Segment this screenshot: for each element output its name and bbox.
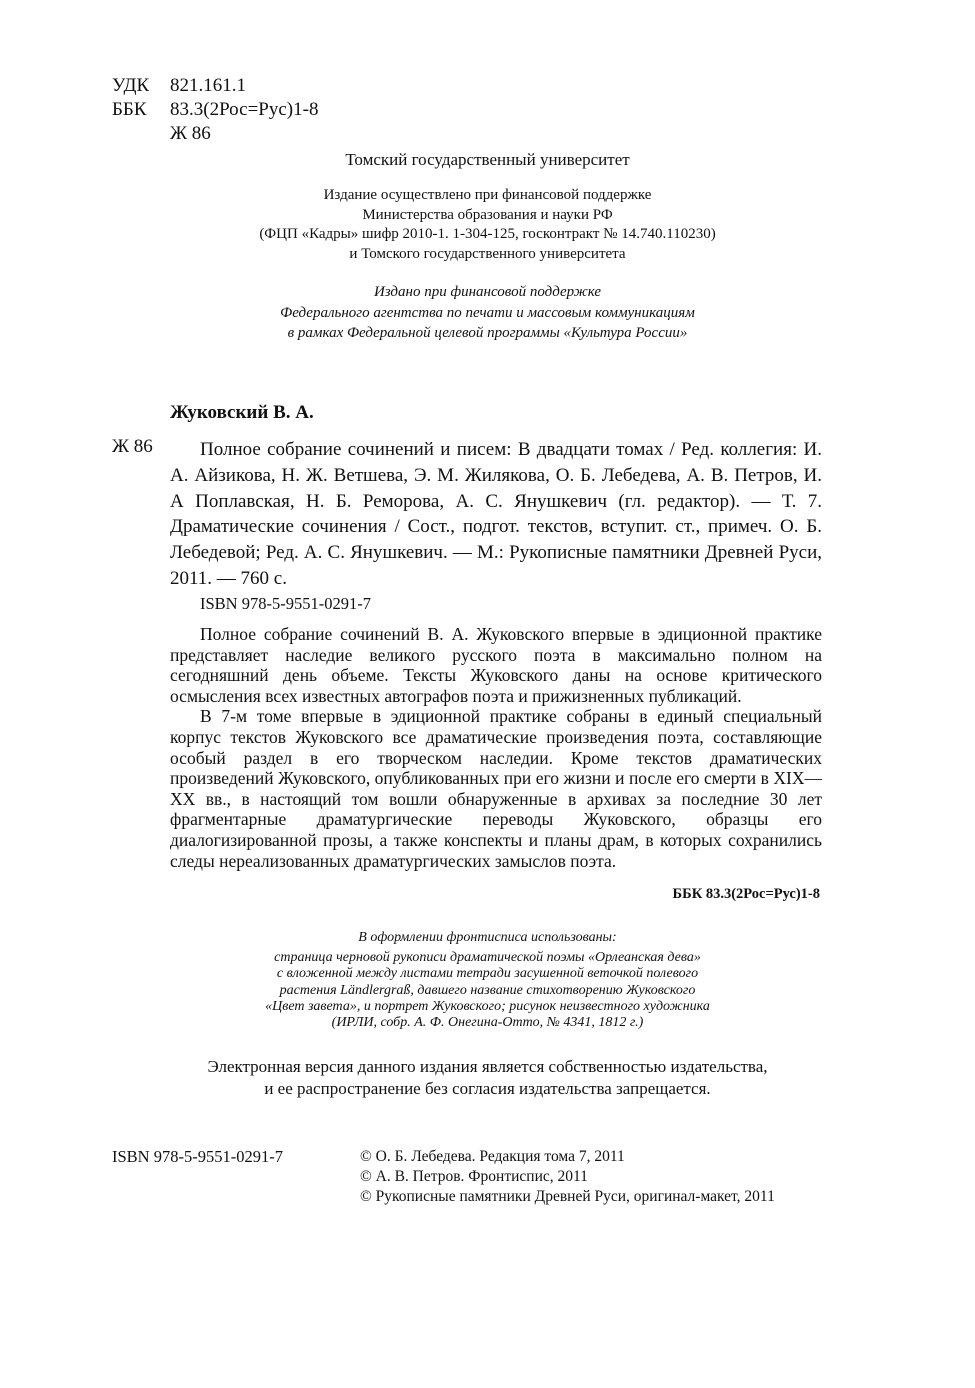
- isbn-record: ISBN 978-5-9551-0291-7: [200, 594, 371, 613]
- bbk-value: 83.3(2Рос=Рус)1-8: [170, 99, 319, 120]
- copyright-line: © А. В. Петров. Фронтиспис, 2011: [360, 1168, 588, 1185]
- funding-agency-line: Федерального агентства по печати и массовым коммуникациям: [280, 304, 695, 321]
- annotation-paragraph: В 7-м томе впервые в эдиционной практике собраны в единый специальный корпус текстов Жуковского все драматические произведения поэта, составляющие особый раздел в его творческом наследии. Кроме текстов драматических произведений Жуковского, опубликованных при его жизни и после его смерти в XIX—XX вв., в настоящий том вошли обнаруженные в архивах за последние 30 лет фрагментарные драматургические переводы Жуковского, образцы его диалогизированной прозы, а также конспекты и планы драм, в которых сохранились следы нереализованных драматургических замыслов поэта.: [170, 706, 822, 871]
- frontispiece-note: [0, 930, 975, 1031]
- frontispiece-line: растения Ländlergraß, давшего название стихотворению Жуковского: [279, 982, 696, 998]
- bibliographic-record: Полное собрание сочинений и писем: В двадцати томах / Ред. коллегия: И. А. Айзикова, Н. Ж. Ветшева, Э. М. Жилякова, О. Б. Лебедева, А. В. Петров, И. А Поплавская, Н. Б. Реморова, А. С. Янушкевич (гл. редактор). — Т. 7. Драматические сочинения / Сост., подгот. текстов, вступит. ст., примеч. О. Б. Лебедевой; Ред. А. С. Янушкевич. — М.: Рукописные памятники Древней Руси, 2011. — 760 с.: [170, 439, 822, 589]
- author-sign-value: Ж 86: [170, 123, 211, 144]
- funding-ministry-line: и Томского государственного университета: [349, 245, 626, 262]
- frontispiece-line: «Цвет завета», и портрет Жуковского; рисунок неизвестного художника: [265, 998, 710, 1014]
- copyright-line: © О. Б. Лебедева. Редакция тома 7, 2011: [360, 1148, 625, 1165]
- author-sign-label: [112, 122, 170, 146]
- udk-row: [112, 74, 318, 98]
- funding-agency-block: [0, 282, 975, 344]
- copyright-line: © Рукописные памятники Древней Руси, оригинал-макет, 2011: [360, 1188, 775, 1205]
- author-sign-row: [112, 122, 318, 146]
- copyright-block: [360, 1147, 775, 1207]
- bbk-row: [112, 98, 318, 122]
- funding-ministry-line: (ФЦП «Кадры» шифр 2010-1. 1-304-125, госконтракт № 14.740.110230): [259, 226, 716, 242]
- funding-ministry-line: Издание осуществлено при финансовой поддержке: [323, 187, 652, 203]
- bbk-label: ББК: [112, 99, 147, 120]
- frontispiece-line: (ИРЛИ, собр. А. Ф. Онегина-Отто, № 4341, 1812 г.): [331, 1015, 644, 1031]
- electronic-notice-line: Электронная версия данного издания является собственностью издательства,: [207, 1057, 768, 1076]
- isbn-footer: ISBN 978-5-9551-0291-7: [112, 1147, 283, 1166]
- electronic-notice-line: и ее распространение без согласия издательства запрещается.: [264, 1079, 711, 1098]
- frontispiece-line: с вложенной между листами тетради засушенной веточкой полевого: [276, 966, 699, 982]
- bbk-bottom: ББК 83.3(2Рос=Рус)1-8: [672, 886, 820, 902]
- classification-codes: [112, 74, 318, 146]
- funding-agency-line: в рамках Федеральной целевой программы «Культура России»: [287, 325, 688, 341]
- annotation: [170, 624, 822, 871]
- funding-agency-line: Издано при финансовой поддержке: [373, 284, 602, 300]
- udk-value: 821.161.1: [170, 75, 246, 96]
- author-mark: Ж 86: [112, 436, 153, 457]
- frontispiece-line: страница черновой рукописи драматической поэмы «Орлеанская дева»: [274, 950, 701, 966]
- university-name: Томский государственный университет: [345, 150, 630, 169]
- annotation-paragraph: Полное собрание сочинений В. А. Жуковского впервые в эдиционной практике представляет наследие великого русского поэта в максимально полном на сегодняшний день объеме. Тексты Жуковского даны на основе критического осмысления всех известных автографов поэта и прижизненных публикаций.: [170, 624, 822, 706]
- funding-ministry-block: [0, 186, 975, 264]
- author-heading: Жуковский В. А.: [170, 402, 314, 423]
- frontispiece-heading: В оформлении фронтисписа использованы:: [358, 930, 617, 945]
- electronic-notice: [0, 1056, 975, 1100]
- funding-ministry-line: Министерства образования и науки РФ: [362, 206, 613, 223]
- udk-label: УДК: [112, 75, 150, 96]
